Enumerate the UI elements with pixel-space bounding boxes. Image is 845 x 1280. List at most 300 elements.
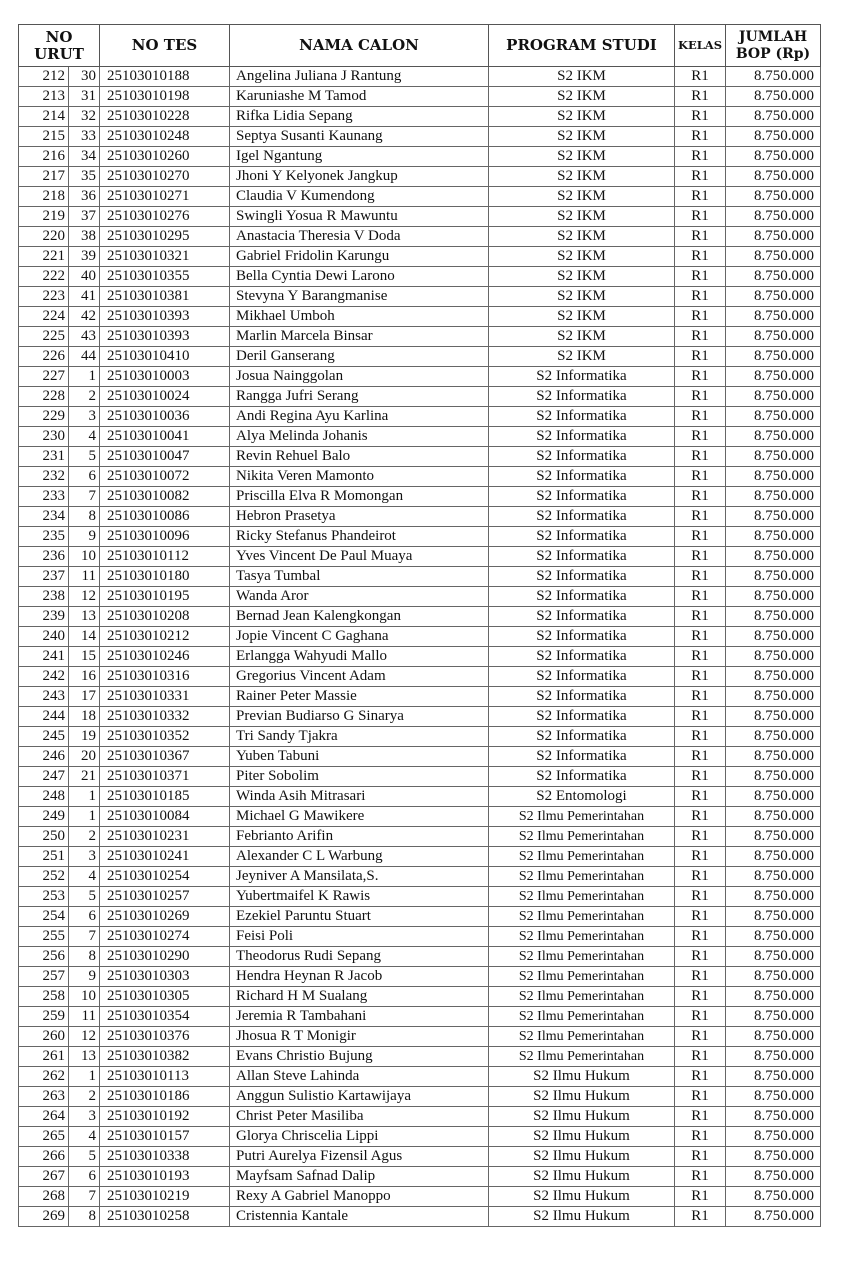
cell-jumlah-bop: 8.750.000 [726,127,821,147]
cell-no-urut-global: 218 [19,187,69,207]
cell-jumlah-bop: 8.750.000 [726,567,821,587]
table-row [19,1147,821,1167]
cell-nama-calon: Evans Christio Bujung [230,1047,489,1067]
cell-no-urut-global: 254 [19,907,69,927]
cell-nama-calon: Revin Rehuel Balo [230,447,489,467]
cell-no-urut-prodi: 6 [69,907,100,927]
cell-no-urut-global: 232 [19,467,69,487]
cell-nama-calon: Theodorus Rudi Sepang [230,947,489,967]
cell-nama-calon: Nikita Veren Mamonto [230,467,489,487]
table-row [19,947,821,967]
cell-no-urut-global: 246 [19,747,69,767]
cell-no-urut-prodi: 16 [69,667,100,687]
cell-kelas: R1 [675,1107,726,1127]
cell-program-studi: S2 IKM [489,147,675,167]
cell-no-urut-prodi: 37 [69,207,100,227]
table-row [19,367,821,387]
cell-no-tes: 25103010376 [100,1027,230,1047]
cell-program-studi: S2 Informatika [489,547,675,567]
cell-jumlah-bop: 8.750.000 [726,707,821,727]
cell-nama-calon: Michael G Mawikere [230,807,489,827]
cell-jumlah-bop: 8.750.000 [726,927,821,947]
cell-nama-calon: Ezekiel Paruntu Stuart [230,907,489,927]
cell-program-studi: S2 IKM [489,227,675,247]
cell-no-urut-prodi: 5 [69,1147,100,1167]
cell-no-urut-global: 230 [19,427,69,447]
cell-program-studi: S2 Ilmu Pemerintahan [489,867,675,887]
cell-no-tes: 25103010113 [100,1067,230,1087]
cell-program-studi: S2 IKM [489,187,675,207]
cell-program-studi: S2 Informatika [489,567,675,587]
cell-program-studi: S2 Informatika [489,487,675,507]
cell-jumlah-bop: 8.750.000 [726,227,821,247]
cell-nama-calon: Mayfsam Safnad Dalip [230,1167,489,1187]
cell-no-urut-prodi: 7 [69,1187,100,1207]
cell-jumlah-bop: 8.750.000 [726,387,821,407]
cell-kelas: R1 [675,87,726,107]
cell-no-tes: 25103010084 [100,807,230,827]
cell-nama-calon: Christ Peter Masiliba [230,1107,489,1127]
cell-program-studi: S2 Informatika [489,387,675,407]
cell-jumlah-bop: 8.750.000 [726,827,821,847]
cell-kelas: R1 [675,1087,726,1107]
table-row [19,787,821,807]
cell-no-tes: 25103010096 [100,527,230,547]
cell-kelas: R1 [675,1007,726,1027]
cell-no-urut-prodi: 1 [69,1067,100,1087]
cell-no-tes: 25103010321 [100,247,230,267]
table-row [19,307,821,327]
cell-nama-calon: Gabriel Fridolin Karungu [230,247,489,267]
cell-no-urut-global: 263 [19,1087,69,1107]
cell-no-tes: 25103010354 [100,1007,230,1027]
table-row [19,227,821,247]
cell-jumlah-bop: 8.750.000 [726,747,821,767]
cell-no-urut-global: 253 [19,887,69,907]
cell-no-urut-global: 259 [19,1007,69,1027]
cell-jumlah-bop: 8.750.000 [726,1007,821,1027]
cell-jumlah-bop: 8.750.000 [726,67,821,87]
cell-kelas: R1 [675,487,726,507]
table-row [19,467,821,487]
cell-program-studi: S2 Informatika [489,527,675,547]
cell-jumlah-bop: 8.750.000 [726,967,821,987]
table-row [19,567,821,587]
cell-no-urut-prodi: 35 [69,167,100,187]
cell-nama-calon: Tasya Tumbal [230,567,489,587]
table-row [19,287,821,307]
cell-program-studi: S2 IKM [489,287,675,307]
cell-no-urut-prodi: 6 [69,1167,100,1187]
table-row [19,1107,821,1127]
cell-no-tes: 25103010371 [100,767,230,787]
table-row [19,587,821,607]
cell-kelas: R1 [675,1207,726,1227]
cell-kelas: R1 [675,67,726,87]
cell-program-studi: S2 Ilmu Hukum [489,1127,675,1147]
cell-no-urut-global: 261 [19,1047,69,1067]
cell-kelas: R1 [675,727,726,747]
table-row [19,607,821,627]
table-row [19,1067,821,1087]
table-row [19,347,821,367]
cell-nama-calon: Anggun Sulistio Kartawijaya [230,1087,489,1107]
cell-kelas: R1 [675,227,726,247]
cell-program-studi: S2 IKM [489,67,675,87]
cell-program-studi: S2 Informatika [489,727,675,747]
cell-no-tes: 25103010331 [100,687,230,707]
cell-program-studi: S2 Ilmu Pemerintahan [489,987,675,1007]
cell-nama-calon: Putri Aurelya Fizensil Agus [230,1147,489,1167]
cell-program-studi: S2 Ilmu Pemerintahan [489,1047,675,1067]
cell-no-urut-prodi: 1 [69,367,100,387]
cell-program-studi: S2 Ilmu Pemerintahan [489,847,675,867]
cell-program-studi: S2 Informatika [489,687,675,707]
cell-kelas: R1 [675,647,726,667]
cell-program-studi: S2 IKM [489,107,675,127]
table-row [19,407,821,427]
cell-jumlah-bop: 8.750.000 [726,447,821,467]
cell-jumlah-bop: 8.750.000 [726,1207,821,1227]
table-header [19,25,821,67]
cell-kelas: R1 [675,1167,726,1187]
cell-no-urut-prodi: 18 [69,707,100,727]
cell-program-studi: S2 Ilmu Pemerintahan [489,907,675,927]
cell-no-urut-prodi: 19 [69,727,100,747]
cell-jumlah-bop: 8.750.000 [726,867,821,887]
cell-no-tes: 25103010186 [100,1087,230,1107]
cell-no-urut-global: 249 [19,807,69,827]
cell-jumlah-bop: 8.750.000 [726,1107,821,1127]
cell-no-urut-global: 257 [19,967,69,987]
table-row [19,807,821,827]
table-row [19,727,821,747]
cell-kelas: R1 [675,527,726,547]
cell-no-urut-global: 231 [19,447,69,467]
cell-no-urut-global: 239 [19,607,69,627]
cell-no-urut-prodi: 20 [69,747,100,767]
header-jumlah-bop [726,25,821,67]
cell-jumlah-bop: 8.750.000 [726,1147,821,1167]
cell-kelas: R1 [675,1027,726,1047]
cell-jumlah-bop: 8.750.000 [726,907,821,927]
cell-kelas: R1 [675,947,726,967]
cell-no-urut-global: 245 [19,727,69,747]
cell-no-urut-global: 240 [19,627,69,647]
cell-jumlah-bop: 8.750.000 [726,627,821,647]
cell-no-urut-global: 243 [19,687,69,707]
cell-no-tes: 25103010212 [100,627,230,647]
cell-kelas: R1 [675,327,726,347]
table-row [19,167,821,187]
table-row [19,1007,821,1027]
cell-no-urut-global: 266 [19,1147,69,1167]
cell-kelas: R1 [675,567,726,587]
cell-no-urut-prodi: 8 [69,947,100,967]
cell-no-tes: 25103010382 [100,1047,230,1067]
cell-no-tes: 25103010367 [100,747,230,767]
cell-jumlah-bop: 8.750.000 [726,847,821,867]
cell-no-urut-global: 236 [19,547,69,567]
cell-program-studi: S2 Informatika [489,427,675,447]
cell-program-studi: S2 IKM [489,327,675,347]
cell-no-tes: 25103010086 [100,507,230,527]
cell-no-urut-global: 267 [19,1167,69,1187]
table-row [19,1127,821,1147]
cell-no-tes: 25103010332 [100,707,230,727]
header-jumlah-line1: JUMLAH [738,28,808,45]
cell-program-studi: S2 IKM [489,207,675,227]
table-row [19,1047,821,1067]
cell-kelas: R1 [675,447,726,467]
cell-no-urut-global: 255 [19,927,69,947]
cell-no-urut-prodi: 11 [69,1007,100,1027]
cell-no-tes: 25103010276 [100,207,230,227]
cell-no-urut-global: 216 [19,147,69,167]
cell-kelas: R1 [675,187,726,207]
cell-nama-calon: Alya Melinda Johanis [230,427,489,447]
cell-no-urut-prodi: 8 [69,507,100,527]
table-row [19,627,821,647]
cell-jumlah-bop: 8.750.000 [726,167,821,187]
cell-no-urut-prodi: 39 [69,247,100,267]
cell-no-urut-prodi: 5 [69,887,100,907]
cell-no-urut-global: 235 [19,527,69,547]
cell-nama-calon: Bella Cyntia Dewi Larono [230,267,489,287]
cell-program-studi: S2 Informatika [489,667,675,687]
cell-no-tes: 25103010290 [100,947,230,967]
cell-nama-calon: Marlin Marcela Binsar [230,327,489,347]
cell-no-tes: 25103010231 [100,827,230,847]
cell-no-urut-prodi: 4 [69,1127,100,1147]
cell-nama-calon: Angelina Juliana J Rantung [230,67,489,87]
cell-no-urut-prodi: 8 [69,1207,100,1227]
cell-program-studi: S2 Informatika [489,627,675,647]
cell-no-urut-global: 214 [19,107,69,127]
cell-no-urut-prodi: 9 [69,967,100,987]
cell-no-tes: 25103010303 [100,967,230,987]
cell-kelas: R1 [675,687,726,707]
cell-no-urut-global: 248 [19,787,69,807]
cell-no-urut-global: 258 [19,987,69,1007]
cell-no-urut-prodi: 12 [69,587,100,607]
cell-no-urut-global: 242 [19,667,69,687]
cell-no-tes: 25103010257 [100,887,230,907]
cell-no-tes: 25103010274 [100,927,230,947]
cell-no-urut-global: 229 [19,407,69,427]
cell-kelas: R1 [675,1127,726,1147]
cell-no-urut-prodi: 32 [69,107,100,127]
cell-jumlah-bop: 8.750.000 [726,467,821,487]
cell-nama-calon: Andi Regina Ayu Karlina [230,407,489,427]
cell-kelas: R1 [675,1147,726,1167]
cell-no-urut-global: 252 [19,867,69,887]
cell-nama-calon: Anastacia Theresia V Doda [230,227,489,247]
cell-no-urut-prodi: 15 [69,647,100,667]
cell-program-studi: S2 Informatika [489,467,675,487]
cell-no-urut-prodi: 1 [69,807,100,827]
cell-nama-calon: Rainer Peter Massie [230,687,489,707]
cell-no-tes: 25103010254 [100,867,230,887]
cell-program-studi: S2 IKM [489,347,675,367]
cell-no-tes: 25103010036 [100,407,230,427]
cell-no-tes: 25103010157 [100,1127,230,1147]
cell-no-urut-prodi: 42 [69,307,100,327]
cell-nama-calon: Piter Sobolim [230,767,489,787]
cell-no-urut-global: 268 [19,1187,69,1207]
cell-nama-calon: Karuniashe M Tamod [230,87,489,107]
cell-nama-calon: Yves Vincent De Paul Muaya [230,547,489,567]
cell-nama-calon: Rangga Jufri Serang [230,387,489,407]
cell-program-studi: S2 Informatika [489,447,675,467]
cell-no-tes: 25103010228 [100,107,230,127]
cell-nama-calon: Priscilla Elva R Momongan [230,487,489,507]
document-sheet [18,24,821,1227]
cell-no-urut-prodi: 10 [69,547,100,567]
cell-nama-calon: Febrianto Arifin [230,827,489,847]
cell-nama-calon: Yubertmaifel K Rawis [230,887,489,907]
cell-no-urut-global: 215 [19,127,69,147]
cell-jumlah-bop: 8.750.000 [726,547,821,567]
cell-no-tes: 25103010393 [100,327,230,347]
cell-no-urut-prodi: 40 [69,267,100,287]
cell-kelas: R1 [675,967,726,987]
cell-jumlah-bop: 8.750.000 [726,327,821,347]
cell-no-urut-global: 221 [19,247,69,267]
cell-no-urut-global: 212 [19,67,69,87]
cell-program-studi: S2 Informatika [489,647,675,667]
cell-no-urut-global: 260 [19,1027,69,1047]
table-row [19,187,821,207]
cell-kelas: R1 [675,247,726,267]
cell-no-urut-global: 217 [19,167,69,187]
cell-jumlah-bop: 8.750.000 [726,667,821,687]
cell-no-urut-prodi: 36 [69,187,100,207]
cell-no-urut-prodi: 34 [69,147,100,167]
cell-program-studi: S2 IKM [489,247,675,267]
cell-kelas: R1 [675,267,726,287]
cell-program-studi: S2 Informatika [489,367,675,387]
cell-no-urut-global: 262 [19,1067,69,1087]
cell-kelas: R1 [675,207,726,227]
table-row [19,107,821,127]
cell-nama-calon: Allan Steve Lahinda [230,1067,489,1087]
cell-program-studi: S2 Ilmu Hukum [489,1167,675,1187]
cell-nama-calon: Josua Nainggolan [230,367,489,387]
cell-kelas: R1 [675,927,726,947]
cell-no-tes: 25103010260 [100,147,230,167]
cell-no-urut-global: 238 [19,587,69,607]
cell-no-tes: 25103010195 [100,587,230,607]
cell-jumlah-bop: 8.750.000 [726,947,821,967]
table-row [19,907,821,927]
cell-kelas: R1 [675,787,726,807]
cell-program-studi: S2 Ilmu Hukum [489,1087,675,1107]
cell-nama-calon: Richard H M Sualang [230,987,489,1007]
cell-no-urut-global: 228 [19,387,69,407]
cell-program-studi: S2 Ilmu Hukum [489,1067,675,1087]
cell-jumlah-bop: 8.750.000 [726,1087,821,1107]
cell-program-studi: S2 IKM [489,87,675,107]
cell-no-urut-prodi: 11 [69,567,100,587]
cell-no-tes: 25103010188 [100,67,230,87]
cell-nama-calon: Erlangga Wahyudi Mallo [230,647,489,667]
cell-no-urut-prodi: 3 [69,847,100,867]
cell-jumlah-bop: 8.750.000 [726,727,821,747]
cell-kelas: R1 [675,467,726,487]
cell-no-urut-global: 220 [19,227,69,247]
cell-no-tes: 25103010241 [100,847,230,867]
cell-nama-calon: Winda Asih Mitrasari [230,787,489,807]
cell-program-studi: S2 Ilmu Hukum [489,1187,675,1207]
cell-no-tes: 25103010219 [100,1187,230,1207]
cell-jumlah-bop: 8.750.000 [726,307,821,327]
cell-no-urut-global: 244 [19,707,69,727]
cell-no-urut-global: 226 [19,347,69,367]
cell-no-tes: 25103010072 [100,467,230,487]
table-row [19,147,821,167]
cell-no-urut-prodi: 13 [69,1047,100,1067]
table-row [19,507,821,527]
table-row [19,267,821,287]
cell-program-studi: S2 Informatika [489,767,675,787]
cell-program-studi: S2 Ilmu Pemerintahan [489,807,675,827]
table-body [19,67,821,1227]
header-jumlah-line2: BOP (Rp) [735,45,811,62]
table-row [19,1187,821,1207]
cell-jumlah-bop: 8.750.000 [726,807,821,827]
cell-nama-calon: Rifka Lidia Sepang [230,107,489,127]
cell-no-urut-global: 264 [19,1107,69,1127]
cell-kelas: R1 [675,307,726,327]
cell-kelas: R1 [675,547,726,567]
table-row [19,87,821,107]
cell-program-studi: S2 Ilmu Pemerintahan [489,927,675,947]
header-kelas: KELAS [675,25,726,67]
table-row [19,967,821,987]
cell-kelas: R1 [675,747,726,767]
cell-no-tes: 25103010352 [100,727,230,747]
cell-jumlah-bop: 8.750.000 [726,1187,821,1207]
cell-program-studi: S2 IKM [489,127,675,147]
header-program-studi: PROGRAM STUDI [489,25,675,67]
table-row [19,847,821,867]
header-no-urut: NO URUT [19,25,100,67]
cell-no-urut-prodi: 3 [69,407,100,427]
cell-jumlah-bop: 8.750.000 [726,787,821,807]
cell-nama-calon: Yuben Tabuni [230,747,489,767]
cell-kelas: R1 [675,987,726,1007]
cell-nama-calon: Swingli Yosua R Mawuntu [230,207,489,227]
cell-kelas: R1 [675,867,726,887]
cell-kelas: R1 [675,1187,726,1207]
cell-no-urut-prodi: 43 [69,327,100,347]
cell-no-urut-global: 247 [19,767,69,787]
cell-nama-calon: Alexander C L Warbung [230,847,489,867]
cell-program-studi: S2 IKM [489,307,675,327]
cell-no-tes: 25103010410 [100,347,230,367]
cell-nama-calon: Glorya Chriscelia Lippi [230,1127,489,1147]
cell-nama-calon: Deril Ganserang [230,347,489,367]
table-row [19,487,821,507]
cell-nama-calon: Claudia V Kumendong [230,187,489,207]
cell-nama-calon: Gregorius Vincent Adam [230,667,489,687]
cell-kelas: R1 [675,387,726,407]
cell-jumlah-bop: 8.750.000 [726,107,821,127]
cell-no-urut-prodi: 41 [69,287,100,307]
cell-kelas: R1 [675,827,726,847]
cell-no-tes: 25103010192 [100,1107,230,1127]
